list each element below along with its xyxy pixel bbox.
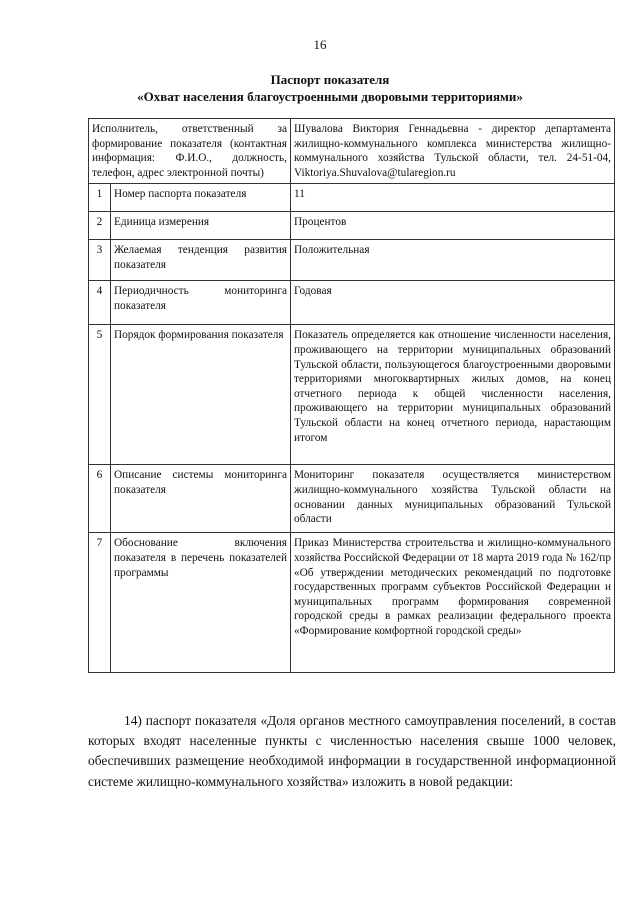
row-value: Положительная bbox=[291, 240, 615, 281]
executor-label: Исполнитель, ответственный за формирование показателя (контактная информация: Ф.И.О., должность, телефон, адрес электронной почты) bbox=[89, 119, 291, 184]
row-number: 3 bbox=[89, 240, 111, 281]
title-line-1: Паспорт показателя bbox=[270, 72, 390, 87]
row-label: Единица измерения bbox=[111, 212, 291, 240]
row-label: Периодичность мониторинга показателя bbox=[111, 281, 291, 325]
row-number: 6 bbox=[89, 465, 111, 533]
row-label: Номер паспорта показателя bbox=[111, 184, 291, 212]
table-row bbox=[89, 184, 615, 212]
row-label: Порядок формирования показателя bbox=[111, 325, 291, 465]
table-row bbox=[89, 465, 615, 533]
row-value: Процентов bbox=[291, 212, 615, 240]
row-value: Мониторинг показателя осуществляется министерством жилищно-коммунального хозяйства Тульской области на основании данных муниципальных образований Тульской области bbox=[291, 465, 615, 533]
row-number: 5 bbox=[89, 325, 111, 465]
table-row bbox=[89, 240, 615, 281]
body-paragraph: 14) паспорт показателя «Доля органов местного самоуправления поселений, в состав которых входят населенные пункты с численностью населения свыше 1000 человек, обеспечивших размещение необходимой информации в государственной информационной системе жилищно-коммунального хозяйства» изложить в новой редакции: bbox=[88, 713, 616, 789]
executor-value: Шувалова Виктория Геннадьевна - директор департамента жилищно-коммунального комплекса министерства жилищно-коммунального хозяйства Тульской области, тел. 24-51-04, Viktoriya.Shuvalova@tularegion.ru bbox=[291, 119, 615, 184]
row-number: 7 bbox=[89, 533, 111, 673]
passport-table bbox=[88, 118, 615, 673]
executor-row bbox=[89, 119, 615, 184]
row-label: Описание системы мониторинга показателя bbox=[111, 465, 291, 533]
table-row bbox=[89, 281, 615, 325]
row-value: Годовая bbox=[291, 281, 615, 325]
row-value: Приказ Министерства строительства и жилищно-коммунального хозяйства Российской Федерации от 18 марта 2019 года № 162/пр «Об утверждении методических рекомендаций по подготовке государственных программ субъектов Российской Федерации и муниципальных программ формирования современной городской среды в рамках реализации федерального проекта «Формирование комфортной городской среды» bbox=[291, 533, 615, 673]
row-label: Обоснование включения показателя в перечень показателей программы bbox=[111, 533, 291, 673]
table-row bbox=[89, 212, 615, 240]
row-value: Показатель определяется как отношение численности населения, проживающего на территории муниципальных образований Тульской области, пользующегося благоустроенными дворовыми территориями многоквартирных жилых домов, на конец отчетного периода к общей численности населения, проживающего на территории муниципальных образований Тульской области на конец отчетного периода, нарастающим итогом bbox=[291, 325, 615, 465]
title-line-2: «Охват населения благоустроенными дворовыми территориями» bbox=[137, 89, 523, 104]
row-value: 11 bbox=[291, 184, 615, 212]
row-number: 4 bbox=[89, 281, 111, 325]
table-row bbox=[89, 325, 615, 465]
page-title bbox=[60, 71, 600, 105]
table-row bbox=[89, 533, 615, 673]
row-label: Желаемая тенденция развития показателя bbox=[111, 240, 291, 281]
row-number: 1 bbox=[89, 184, 111, 212]
row-number: 2 bbox=[89, 212, 111, 240]
page-number: 16 bbox=[313, 37, 327, 52]
